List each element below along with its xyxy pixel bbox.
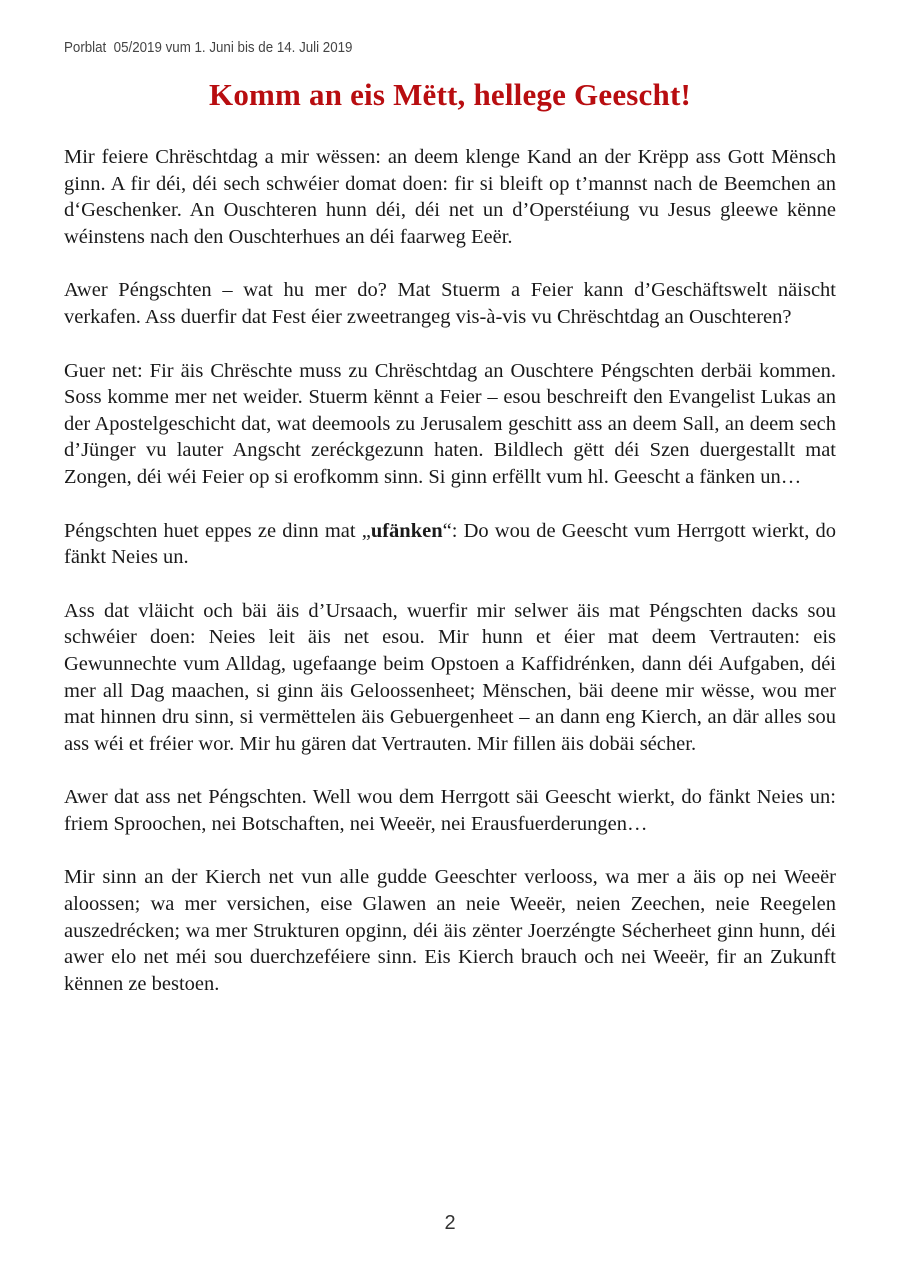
- emphasized-word: ufänken: [370, 519, 443, 542]
- paragraph-2: Awer Péngschten – wat hu mer do? Mat Stuerm a Feier kann d’Geschäftswelt näischt verkafen. Ass duerfir dat Fest éier zweetrangeg vis-à-vis vu Chrëschtdag an Ouschteren?: [64, 279, 836, 328]
- page-header: Porblat 05/2019 vum 1. Juni bis de 14. Juli 2019: [64, 40, 353, 56]
- article-body: [64, 144, 836, 1024]
- paragraph-6: Awer dat ass net Péngschten. Well wou dem Herrgott säi Geescht wierkt, do fänkt Neies un: friem Sproochen, nei Botschaften, nei Weeër, nei Erausfuerderungen…: [64, 786, 836, 835]
- paragraph-4: [64, 518, 836, 571]
- paragraph-4-text-after: “: Do wou de Geescht vum Herrgott wierkt, do fänkt Neies un.: [64, 519, 836, 569]
- article-title: Komm an eis Mëtt, hellege Geescht!: [209, 77, 691, 112]
- paragraph-7: Mir sinn an der Kierch net vun alle gudde Geeschter verlooss, wa mer a äis op nei Weeër aloossen; wa mer versichen, eise Glawen an neie Weeër, neien Zeechen, neie Reegelen auszedrécken; wa mer Strukturen opginn, déi äis zënter Joerzéngte Sécherheet ginn hunn, déi awer elo net méi sou duerchzeféiere sinn. Eis Kierch brauch och nei Weeër, fir an Zukunft kënnen ze bestoen.: [64, 866, 836, 995]
- paragraph-1: Mir feiere Chrëschtdag a mir wëssen: an deem klenge Kand an der Krëpp ass Gott Mënsch ginn. A fir déi, déi sech schwéier domat doen: fir si bleift op t’mannst nach de Beemchen an d‘Geschenker. An Ouschteren hunn déi, déi net un d’Operstéiung vu Jesus gleewe kënne wéinstens nach den Ouschterhues an déi faarweg Eeër.: [64, 146, 836, 248]
- paragraph-3: Guer net: Fir äis Chrëschte muss zu Chrëschtdag an Ouschtere Péngschten derbäi kommen. Soss komme mer net weider. Stuerm kënnt a Feier – esou beschreift den Evangelist Lukas an der Apostelgeschicht dat, wat deemools zu Jerusalem geschitt ass an deem Sall, an deem sech d’Jünger vu lauter Angscht zeréckgezunn haten. Bildlech gëtt déi Szen duergestallt mat Zongen, déi wéi Feier op si erofkomm sinn. Si ginn erfëllt vum hl. Geescht a fänken un…: [64, 359, 836, 488]
- paragraph-4-text-before: Péngschten huet eppes ze dinn mat „: [64, 519, 371, 542]
- paragraph-5: Ass dat vläicht och bäi äis d’Ursaach, wuerfir mir selwer äis mat Péngschten dacks sou schwéier doen: Neies leit äis net esou. Mir hunn et éier mat deem Vertrauten: eis Gewunnechte vum Alldag, ugefaange beim Opstoen a Kaffidrénken, dann déi Aufgaben, déi mer all Dag maachen, si ginn äis Geloossenheet; Mënschen, bäi deene mir wësse, wou mer mat hinnen dru sinn, si vermëttelen äis Gebuergenheet – an dann eng Kierch, an där alles sou ass wéi et fréier wor. Mir hu gären dat Vertrauten. Mir fillen äis dobäi sécher.: [64, 599, 836, 755]
- page-number: 2: [444, 1212, 456, 1234]
